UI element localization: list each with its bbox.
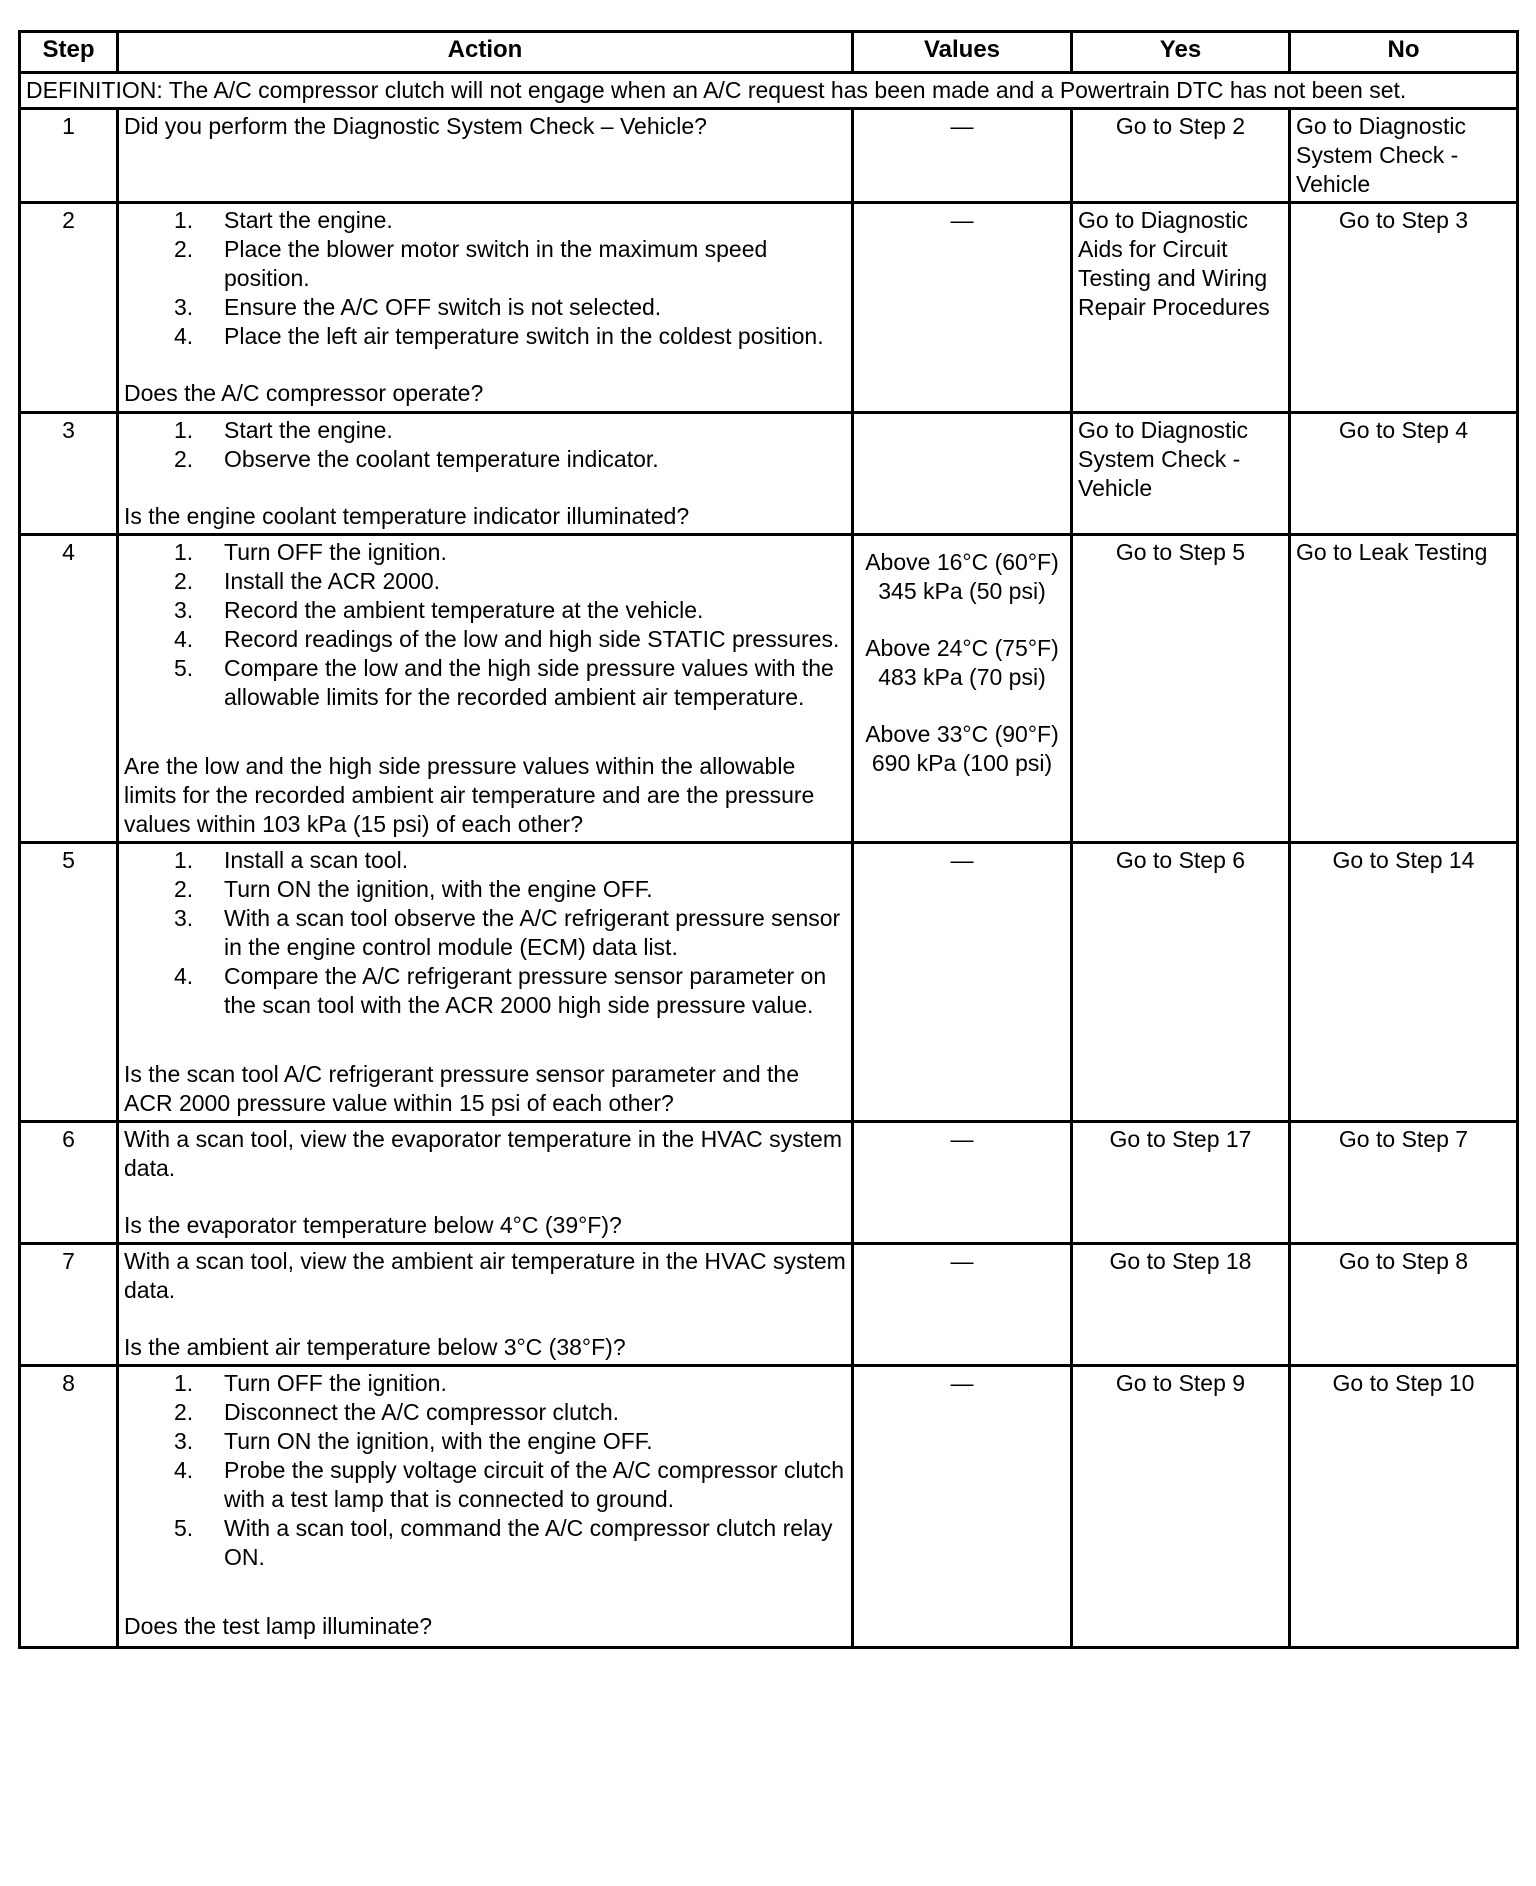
value-range: Above 24°C (75°F) 483 kPa (70 psi) [865,635,1059,690]
values-cell: — [853,1366,1072,1648]
action-question: Is the ambient air temperature below 3°C (38°F)? [124,1334,626,1360]
action-question: Is the scan tool A/C refrigerant pressure sensor parameter and the ACR 2000 pressure value within 15 psi of each other? [124,1061,800,1116]
list-item: 2. Place the blower motor switch in the maximum speed position. [174,236,768,291]
table-row [20,109,1518,203]
action-cell [118,203,853,413]
values-cell: — [853,203,1072,413]
no-cell: Go to Step 7 [1290,1122,1518,1244]
no-cell: Go to Diagnostic System Check - Vehicle [1290,109,1518,203]
action-question: Does the test lamp illuminate? [124,1613,433,1639]
header-row [20,32,1518,73]
action-question: Is the engine coolant temperature indicator illuminated? [124,503,690,529]
yes-cell: Go to Step 6 [1072,843,1290,1122]
table-row [20,535,1518,843]
no-cell: Go to Step 4 [1290,413,1518,535]
step-number: 7 [20,1244,118,1366]
no-cell: Go to Step 3 [1290,203,1518,413]
action-text: With a scan tool, view the evaporator temperature in the HVAC system data. [124,1126,842,1181]
list-item: 3. With a scan tool observe the A/C refrigerant pressure sensor in the engine control module (ECM) data list. [174,905,841,960]
action-text: With a scan tool, view the ambient air temperature in the HVAC system data. [124,1248,846,1303]
list-item: 2. Install the ACR 2000. [174,568,441,594]
yes-cell: Go to Step 5 [1072,535,1290,843]
no-cell: Go to Step 10 [1290,1366,1518,1648]
action-list [124,1369,846,1572]
action-cell [118,109,853,203]
action-list [124,206,846,351]
list-item: 1. Start the engine. [174,207,393,233]
values-cell: — [853,109,1072,203]
action-list [124,846,846,1020]
header-yes: Yes [1072,32,1290,73]
list-item: 2. Turn ON the ignition, with the engine OFF. [174,876,653,902]
values-cell [853,413,1072,535]
action-list [124,416,846,474]
list-item: 4. Record readings of the low and high side STATIC pressures. [174,626,840,652]
list-item: 3. Ensure the A/C OFF switch is not selected. [174,294,662,320]
step-number: 3 [20,413,118,535]
yes-cell: Go to Step 2 [1072,109,1290,203]
step-number: 5 [20,843,118,1122]
table-row [20,413,1518,535]
step-number: 6 [20,1122,118,1244]
table-row [20,1122,1518,1244]
list-item: 1. Turn OFF the ignition. [174,539,447,565]
values-cell: — [853,1244,1072,1366]
step-number: 4 [20,535,118,843]
table-row [20,843,1518,1122]
values-cell [853,535,1072,843]
list-item: 4. Probe the supply voltage circuit of the A/C compressor clutch with a test lamp that is connected to ground. [174,1457,845,1512]
action-cell [118,535,853,843]
yes-cell: Go to Step 18 [1072,1244,1290,1366]
header-no: No [1290,32,1518,73]
table-row [20,1244,1518,1366]
list-item: 5. With a scan tool, command the A/C compressor clutch relay ON. [174,1515,833,1570]
action-list [124,538,846,712]
list-item: 1. Start the engine. [174,417,393,443]
step-number: 2 [20,203,118,413]
no-cell: Go to Step 8 [1290,1244,1518,1366]
list-item: 3. Record the ambient temperature at the vehicle. [174,597,704,623]
definition-row [20,73,1518,109]
list-item: 4. Compare the A/C refrigerant pressure sensor parameter on the scan tool with the ACR 2000 high side pressure value. [174,963,827,1018]
action-cell [118,1244,853,1366]
action-text: Did you perform the Diagnostic System Check – Vehicle? [124,113,707,139]
action-cell [118,1122,853,1244]
definition-text: DEFINITION: The A/C compressor clutch will not engage when an A/C request has been made and a Powertrain DTC has not been set. [20,73,1518,109]
action-cell [118,413,853,535]
list-item: 5. Compare the low and the high side pressure values with the allowable limits for the recorded ambient air temperature. [174,655,834,710]
no-cell: Go to Step 14 [1290,843,1518,1122]
table-row [20,203,1518,413]
list-item: 3. Turn ON the ignition, with the engine OFF. [174,1428,653,1454]
value-range: Above 33°C (90°F) 690 kPa (100 psi) [865,721,1059,776]
list-item: 4. Place the left air temperature switch in the coldest position. [174,323,824,349]
no-cell: Go to Leak Testing [1290,535,1518,843]
values-cell: — [853,843,1072,1122]
action-cell [118,1366,853,1648]
list-item: 2. Disconnect the A/C compressor clutch. [174,1399,619,1425]
yes-cell: Go to Diagnostic System Check - Vehicle [1072,413,1290,535]
header-action: Action [118,32,853,73]
action-question: Is the evaporator temperature below 4°C (39°F)? [124,1212,622,1238]
action-question: Are the low and the high side pressure values within the allowable limits for the recorded ambient air temperature and are the pressure values within 103 kPa (15 psi) of each other? [124,753,815,837]
yes-cell: Go to Step 9 [1072,1366,1290,1648]
step-number: 8 [20,1366,118,1648]
value-range: Above 16°C (60°F) 345 kPa (50 psi) [865,549,1059,604]
action-question: Does the A/C compressor operate? [124,380,484,406]
action-cell [118,843,853,1122]
list-item: 1. Turn OFF the ignition. [174,1370,447,1396]
header-step: Step [20,32,118,73]
diagnostic-table [18,30,1519,1649]
header-values: Values [853,32,1072,73]
step-number: 1 [20,109,118,203]
list-item: 2. Observe the coolant temperature indicator. [174,446,659,472]
yes-cell: Go to Step 17 [1072,1122,1290,1244]
yes-cell: Go to Diagnostic Aids for Circuit Testing and Wiring Repair Procedures [1072,203,1290,413]
list-item: 1. Install a scan tool. [174,847,409,873]
values-cell: — [853,1122,1072,1244]
table-row [20,1366,1518,1648]
